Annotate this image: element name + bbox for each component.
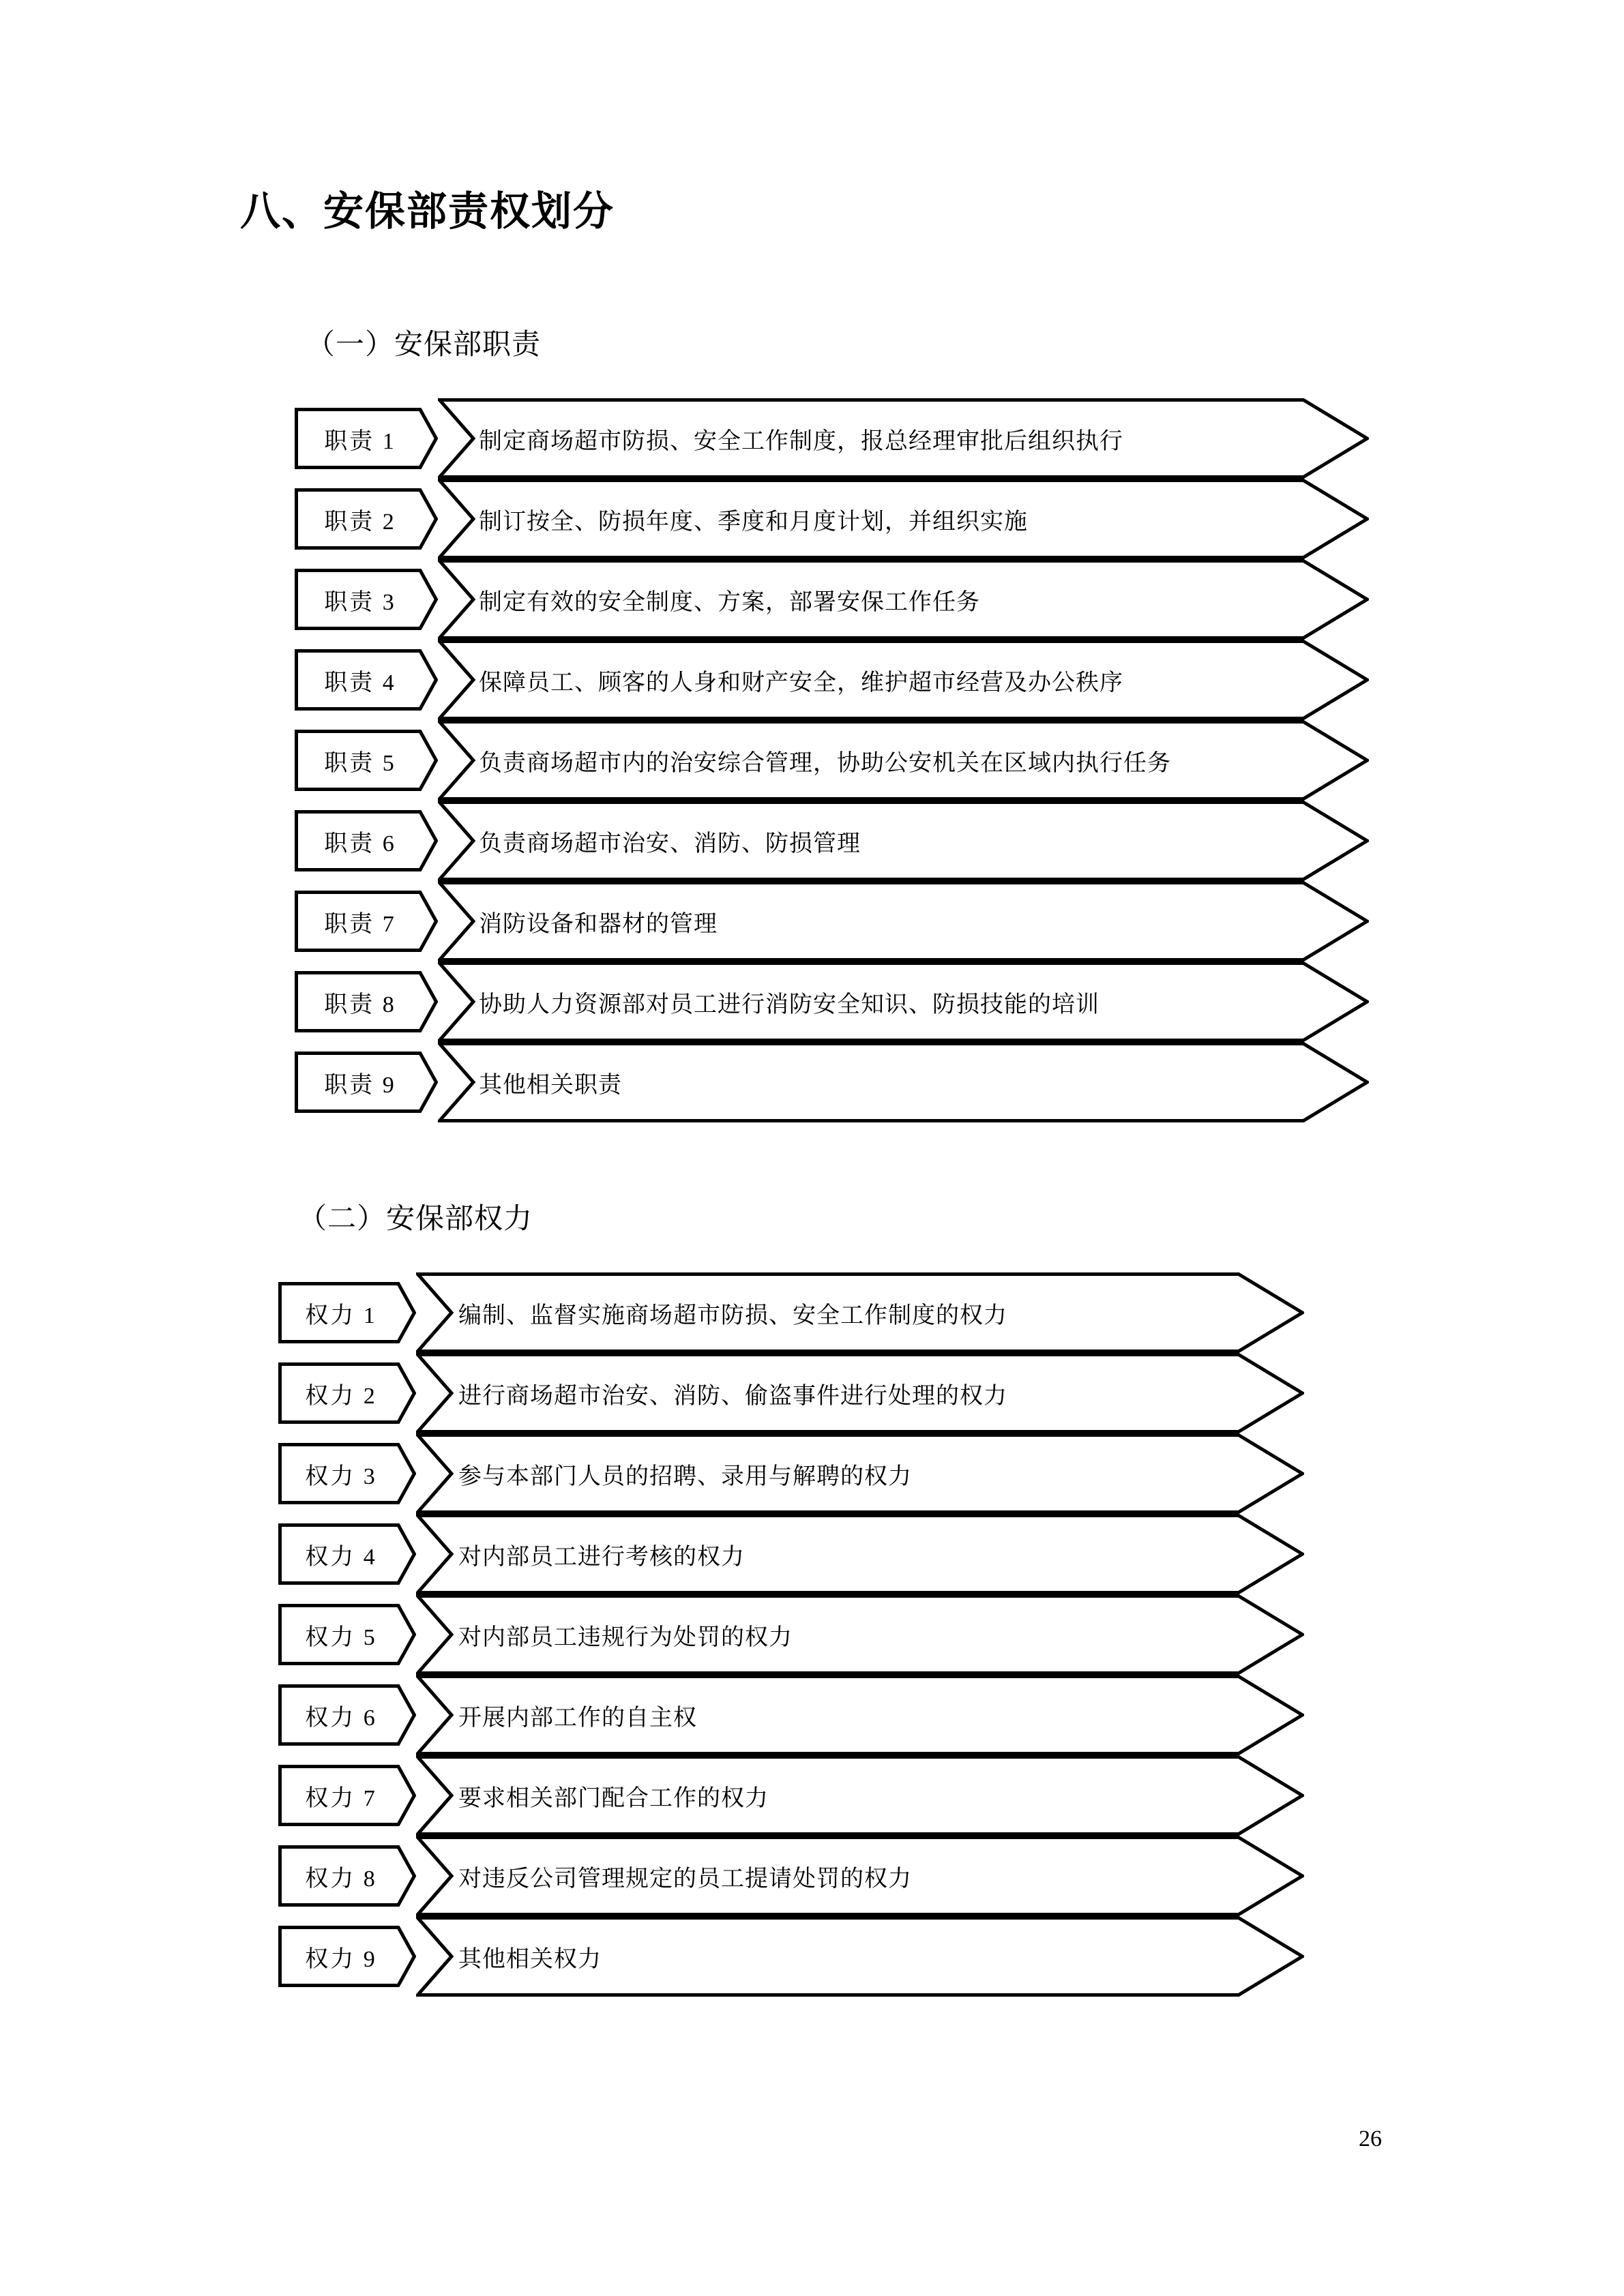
flow-row — [0, 1042, 1624, 1122]
power-label-text: 权力 9 — [305, 1946, 377, 1972]
duty-label-box — [295, 408, 438, 469]
power-label-box — [278, 1443, 416, 1504]
duty-chevron — [438, 479, 1369, 559]
flow-row — [0, 1755, 1624, 1836]
flow-row — [0, 1836, 1624, 1916]
duty-description-text: 其他相关职责 — [479, 1072, 622, 1098]
duty-label-text: 职责 3 — [324, 589, 396, 615]
flow-row — [0, 559, 1624, 640]
power-label-text: 权力 3 — [305, 1463, 377, 1489]
duty-label-text: 职责 2 — [324, 509, 396, 535]
duty-label-box — [295, 971, 438, 1032]
flow-row — [0, 720, 1624, 801]
power-chevron — [416, 1916, 1304, 1997]
duty-chevron — [438, 961, 1369, 1042]
duty-description-text: 制订按全、防损年度、季度和月度计划，并组织实施 — [479, 509, 1028, 535]
duty-label-text: 职责 9 — [324, 1072, 396, 1098]
flow-row — [0, 801, 1624, 881]
power-label-box — [278, 1845, 416, 1907]
power-description-text: 对违反公司管理规定的员工提请处罚的权力 — [458, 1866, 912, 1892]
duty-label-text: 职责 6 — [324, 831, 396, 856]
flow-row — [0, 1272, 1624, 1353]
power-chevron — [416, 1514, 1304, 1594]
power-description-text: 开展内部工作的自主权 — [458, 1705, 697, 1731]
power-label-text: 权力 8 — [305, 1866, 377, 1892]
flow-row — [0, 1433, 1624, 1514]
power-label-text: 权力 6 — [305, 1705, 377, 1731]
power-label-box — [278, 1765, 416, 1826]
flow-row — [0, 1353, 1624, 1433]
power-label-text: 权力 1 — [305, 1302, 377, 1328]
power-label-text: 权力 7 — [305, 1785, 377, 1811]
flow-row — [0, 881, 1624, 961]
flow-row — [0, 1675, 1624, 1755]
duty-chevron — [438, 640, 1369, 720]
duty-label-box — [295, 649, 438, 711]
power-description-text: 其他相关权力 — [458, 1946, 602, 1972]
duty-description-text: 制定商场超市防损、安全工作制度，报总经理审批后组织执行 — [479, 428, 1123, 454]
duty-label-text: 职责 8 — [324, 992, 396, 1017]
duty-chevron — [438, 1042, 1369, 1122]
duty-chevron — [438, 720, 1369, 801]
duty-label-box — [295, 730, 438, 791]
power-chevron — [416, 1272, 1304, 1353]
duty-description-text: 协助人力资源部对员工进行消防安全知识、防损技能的培训 — [479, 992, 1099, 1017]
duty-description-text: 制定有效的安全制度、方案，部署安保工作任务 — [479, 589, 980, 615]
power-chevron — [416, 1836, 1304, 1916]
power-label-box — [278, 1362, 416, 1424]
duty-chevron — [438, 801, 1369, 881]
power-description-text: 参与本部门人员的招聘、录用与解聘的权力 — [458, 1463, 912, 1489]
duty-description-text: 消防设备和器材的管理 — [479, 911, 718, 937]
duty-description-text: 保障员工、顾客的人身和财产安全，维护超市经营及办公秩序 — [479, 670, 1123, 696]
power-description-text: 进行商场超市治安、消防、偷盗事件进行处理的权力 — [458, 1383, 1007, 1409]
duty-label-box — [295, 891, 438, 952]
duty-description-text: 负责商场超市治安、消防、防损管理 — [479, 831, 861, 856]
power-label-box — [278, 1604, 416, 1665]
flow-row — [0, 479, 1624, 559]
duty-label-text: 职责 1 — [324, 428, 396, 454]
power-chevron — [416, 1675, 1304, 1755]
page-title: 八、安保部责权划分 — [240, 188, 615, 235]
section-heading-powers: （二）安保部权力 — [298, 1204, 533, 1235]
duty-label-text: 职责 5 — [324, 750, 396, 776]
power-label-box — [278, 1282, 416, 1343]
power-chevron — [416, 1755, 1304, 1836]
power-label-box — [278, 1926, 416, 1987]
power-chevron — [416, 1594, 1304, 1675]
flow-row — [0, 1916, 1624, 1997]
duty-chevron — [438, 398, 1369, 479]
power-label-box — [278, 1684, 416, 1746]
flow-row — [0, 961, 1624, 1042]
power-description-text: 对内部员工进行考核的权力 — [458, 1544, 745, 1570]
power-chevron — [416, 1353, 1304, 1433]
duty-chevron — [438, 559, 1369, 640]
duty-label-text: 职责 7 — [324, 911, 396, 937]
duty-label-box — [295, 1052, 438, 1113]
flow-row — [0, 1514, 1624, 1594]
power-description-text: 编制、监督实施商场超市防损、安全工作制度的权力 — [458, 1302, 1007, 1328]
power-chevron — [416, 1433, 1304, 1514]
page-number: 26 — [1359, 2126, 1382, 2151]
power-label-box — [278, 1523, 416, 1585]
power-description-text: 要求相关部门配合工作的权力 — [458, 1785, 769, 1811]
duty-description-text: 负责商场超市内的治安综合管理，协助公安机关在区域内执行任务 — [479, 750, 1171, 776]
section-heading-duties: （一）安保部职责 — [306, 329, 542, 361]
flow-row — [0, 1594, 1624, 1675]
duty-label-box — [295, 569, 438, 630]
duty-label-box — [295, 810, 438, 871]
power-label-text: 权力 2 — [305, 1383, 377, 1409]
power-label-text: 权力 4 — [305, 1544, 377, 1570]
power-description-text: 对内部员工违规行为处罚的权力 — [458, 1624, 793, 1650]
power-label-text: 权力 5 — [305, 1624, 377, 1650]
flow-row — [0, 640, 1624, 720]
duty-label-text: 职责 4 — [324, 670, 396, 696]
flow-row — [0, 398, 1624, 479]
duty-label-box — [295, 488, 438, 550]
duty-chevron — [438, 881, 1369, 961]
